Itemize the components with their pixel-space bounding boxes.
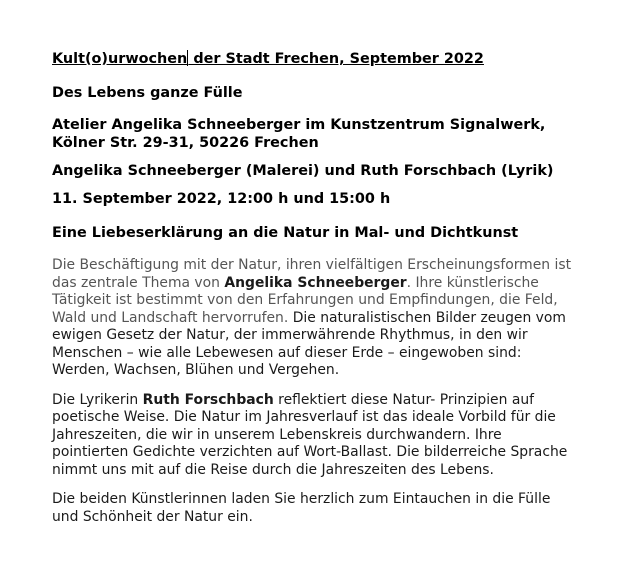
paragraph-2 <box>52 392 572 480</box>
location-line-1: Atelier Angelika Schneeberger im Kunstzentrum Signalwerk, <box>52 117 546 133</box>
document-title <box>52 50 572 68</box>
paragraph-1-bold: Angelika Schneeberger <box>224 274 407 291</box>
event-location <box>52 116 572 152</box>
event-artists: Angelika Schneeberger (Malerei) und Ruth Forschbach (Lyrik) <box>52 163 554 179</box>
document-page <box>52 50 572 538</box>
paragraph-1-grey-a: Die Beschäftigung mit der Natur, ihren vielfältigen Erscheinungsformen ist das zentrale Thema von <box>52 257 572 291</box>
event-tagline: Eine Liebeserklärung an die Natur in Mal- und Dichtkunst <box>52 225 519 241</box>
paragraph-2-a: Die Lyrikerin <box>52 391 143 408</box>
location-line-2: Kölner Str. 29-31, 50226 Frechen <box>52 135 319 151</box>
paragraph-2-b: reflektiert diese Natur- Prinzipien auf poetische Weise. Die Natur im Jahresverlauf ist das ideale Vorbild für die Jahreszeiten, die wir in unserem Lebenskreis durchwandern. Ihre pointierten Gedichte verzichten auf Wort-Ballast. Die bilderreiche Sprache nimmt uns mit auf die Reise durch die Jahreszeiten des Lebens. <box>52 391 568 478</box>
paragraph-1 <box>52 257 572 380</box>
title-part-2: der Stadt Frechen, September 2022 <box>188 51 484 67</box>
title-part-1: Kult(o)urwochen <box>52 51 188 67</box>
paragraph-2-bold: Ruth Forschbach <box>142 391 274 408</box>
event-date: 11. September 2022, 12:00 h und 15:00 h <box>52 191 391 207</box>
paragraph-3: Die beiden Künstlerinnen laden Sie herzlich zum Eintauchen in die Fülle und Schönheit der Natur ein. <box>52 491 551 525</box>
document-subtitle: Des Lebens ganze Fülle <box>52 85 243 101</box>
paragraph-1-grey-b: . Ihre künstlerische Tätigkeit ist bestimmt von den Erfahrungen und Empfindungen, die Feld, Wald und Landschaft hervorrufen. <box>52 274 558 326</box>
paragraph-1-dark: Die naturalistischen Bilder zeugen vom ewigen Gesetz der Natur, der immerwährende Rhythmus, in den wir Menschen – wie alle Lebewesen auf dieser Erde – eingewoben sind: Werden, Wachsen, Blühen und Vergehen. <box>52 309 566 378</box>
